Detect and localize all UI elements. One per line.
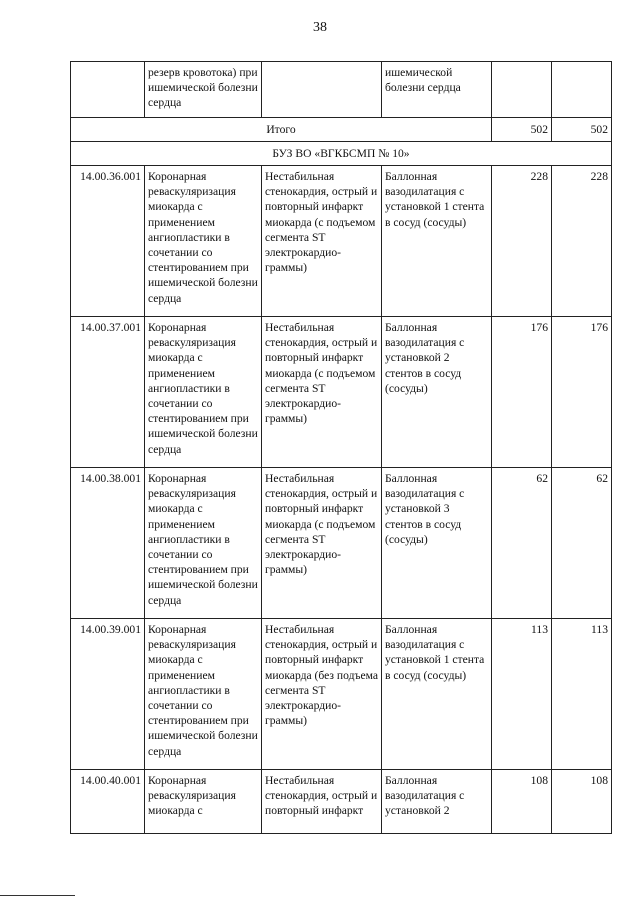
- diagnosis-cell: [262, 62, 382, 118]
- method-cell: Коронарная реваскуляризация миокарда с применением ангиопластики в сочетании со стентированием при ишемической болезни сердца: [145, 468, 262, 619]
- intervention-cell: Баллонная вазодилатация с установкой 1 стента в сосуд (сосуды): [382, 166, 492, 317]
- diagnosis-cell: Нестабильная стенокардия, острый и повторный инфаркт миокарда (с подъемом сегмента ST электрокардио-граммы): [262, 317, 382, 468]
- code-cell: 14.00.37.001: [71, 317, 145, 468]
- table-row: [71, 468, 612, 619]
- diagnosis-cell: Нестабильная стенокардия, острый и повторный инфаркт миокарда (без подъема сегмента ST электрокардио-граммы): [262, 619, 382, 770]
- intervention-cell: Баллонная вазодилатация с установкой 1 стента в сосуд (сосуды): [382, 619, 492, 770]
- code-cell: 14.00.39.001: [71, 619, 145, 770]
- value-cell: 113: [492, 619, 552, 770]
- value-cell: 228: [552, 166, 612, 317]
- diagnosis-cell: Нестабильная стенокардия, острый и повторный инфаркт миокарда (с подъемом сегмента ST электрокардио-граммы): [262, 468, 382, 619]
- value-cell: 176: [552, 317, 612, 468]
- intervention-cell: Баллонная вазодилатация с установкой 2: [382, 770, 492, 834]
- intervention-cell: Баллонная вазодилатация с установкой 2 стентов в сосуд (сосуды): [382, 317, 492, 468]
- method-cell: Коронарная реваскуляризация миокарда с применением ангиопластики в сочетании со стентированием при ишемической болезни сердца: [145, 166, 262, 317]
- method-cell: Коронарная реваскуляризация миокарда с применением ангиопластики в сочетании со стентированием при ишемической болезни сердца: [145, 317, 262, 468]
- code-cell: [71, 62, 145, 118]
- code-cell: 14.00.40.001: [71, 770, 145, 834]
- footnote-divider: [0, 895, 75, 896]
- value-cell: 62: [492, 468, 552, 619]
- table-row-organization: [71, 142, 612, 166]
- table-row: [71, 770, 612, 834]
- value-cell: 176: [492, 317, 552, 468]
- total-value-2: 502: [552, 118, 612, 142]
- diagnosis-cell: Нестабильная стенокардия, острый и повторный инфаркт миокарда (с подъемом сегмента ST электрокардио-граммы): [262, 166, 382, 317]
- method-cell: Коронарная реваскуляризация миокарда с применением ангиопластики в сочетании со стентированием при ишемической болезни сердца: [145, 619, 262, 770]
- table-row-total: [71, 118, 612, 142]
- code-cell: 14.00.38.001: [71, 468, 145, 619]
- value-cell: 108: [552, 770, 612, 834]
- diagnosis-cell: Нестабильная стенокардия, острый и повторный инфаркт: [262, 770, 382, 834]
- table-row: [71, 619, 612, 770]
- total-value-1: 502: [492, 118, 552, 142]
- total-label: Итого: [71, 118, 492, 142]
- organization-label: БУЗ ВО «ВГКБСМП № 10»: [71, 142, 612, 166]
- value-cell: 113: [552, 619, 612, 770]
- method-cell: резерв кровотока) при ишемической болезни сердца: [145, 62, 262, 118]
- value-cell: [492, 62, 552, 118]
- page-number: 38: [313, 20, 327, 35]
- method-cell: Коронарная реваскуляризация миокарда с: [145, 770, 262, 834]
- value-cell: 228: [492, 166, 552, 317]
- table-row: [71, 166, 612, 317]
- value-cell: 62: [552, 468, 612, 619]
- table-row-continuation: [71, 62, 612, 118]
- data-table: [70, 61, 612, 834]
- value-cell: 108: [492, 770, 552, 834]
- intervention-cell: ишемической болезни сердца: [382, 62, 492, 118]
- table-row: [71, 317, 612, 468]
- intervention-cell: Баллонная вазодилатация с установкой 3 стентов в сосуд (сосуды): [382, 468, 492, 619]
- value-cell: [552, 62, 612, 118]
- code-cell: 14.00.36.001: [71, 166, 145, 317]
